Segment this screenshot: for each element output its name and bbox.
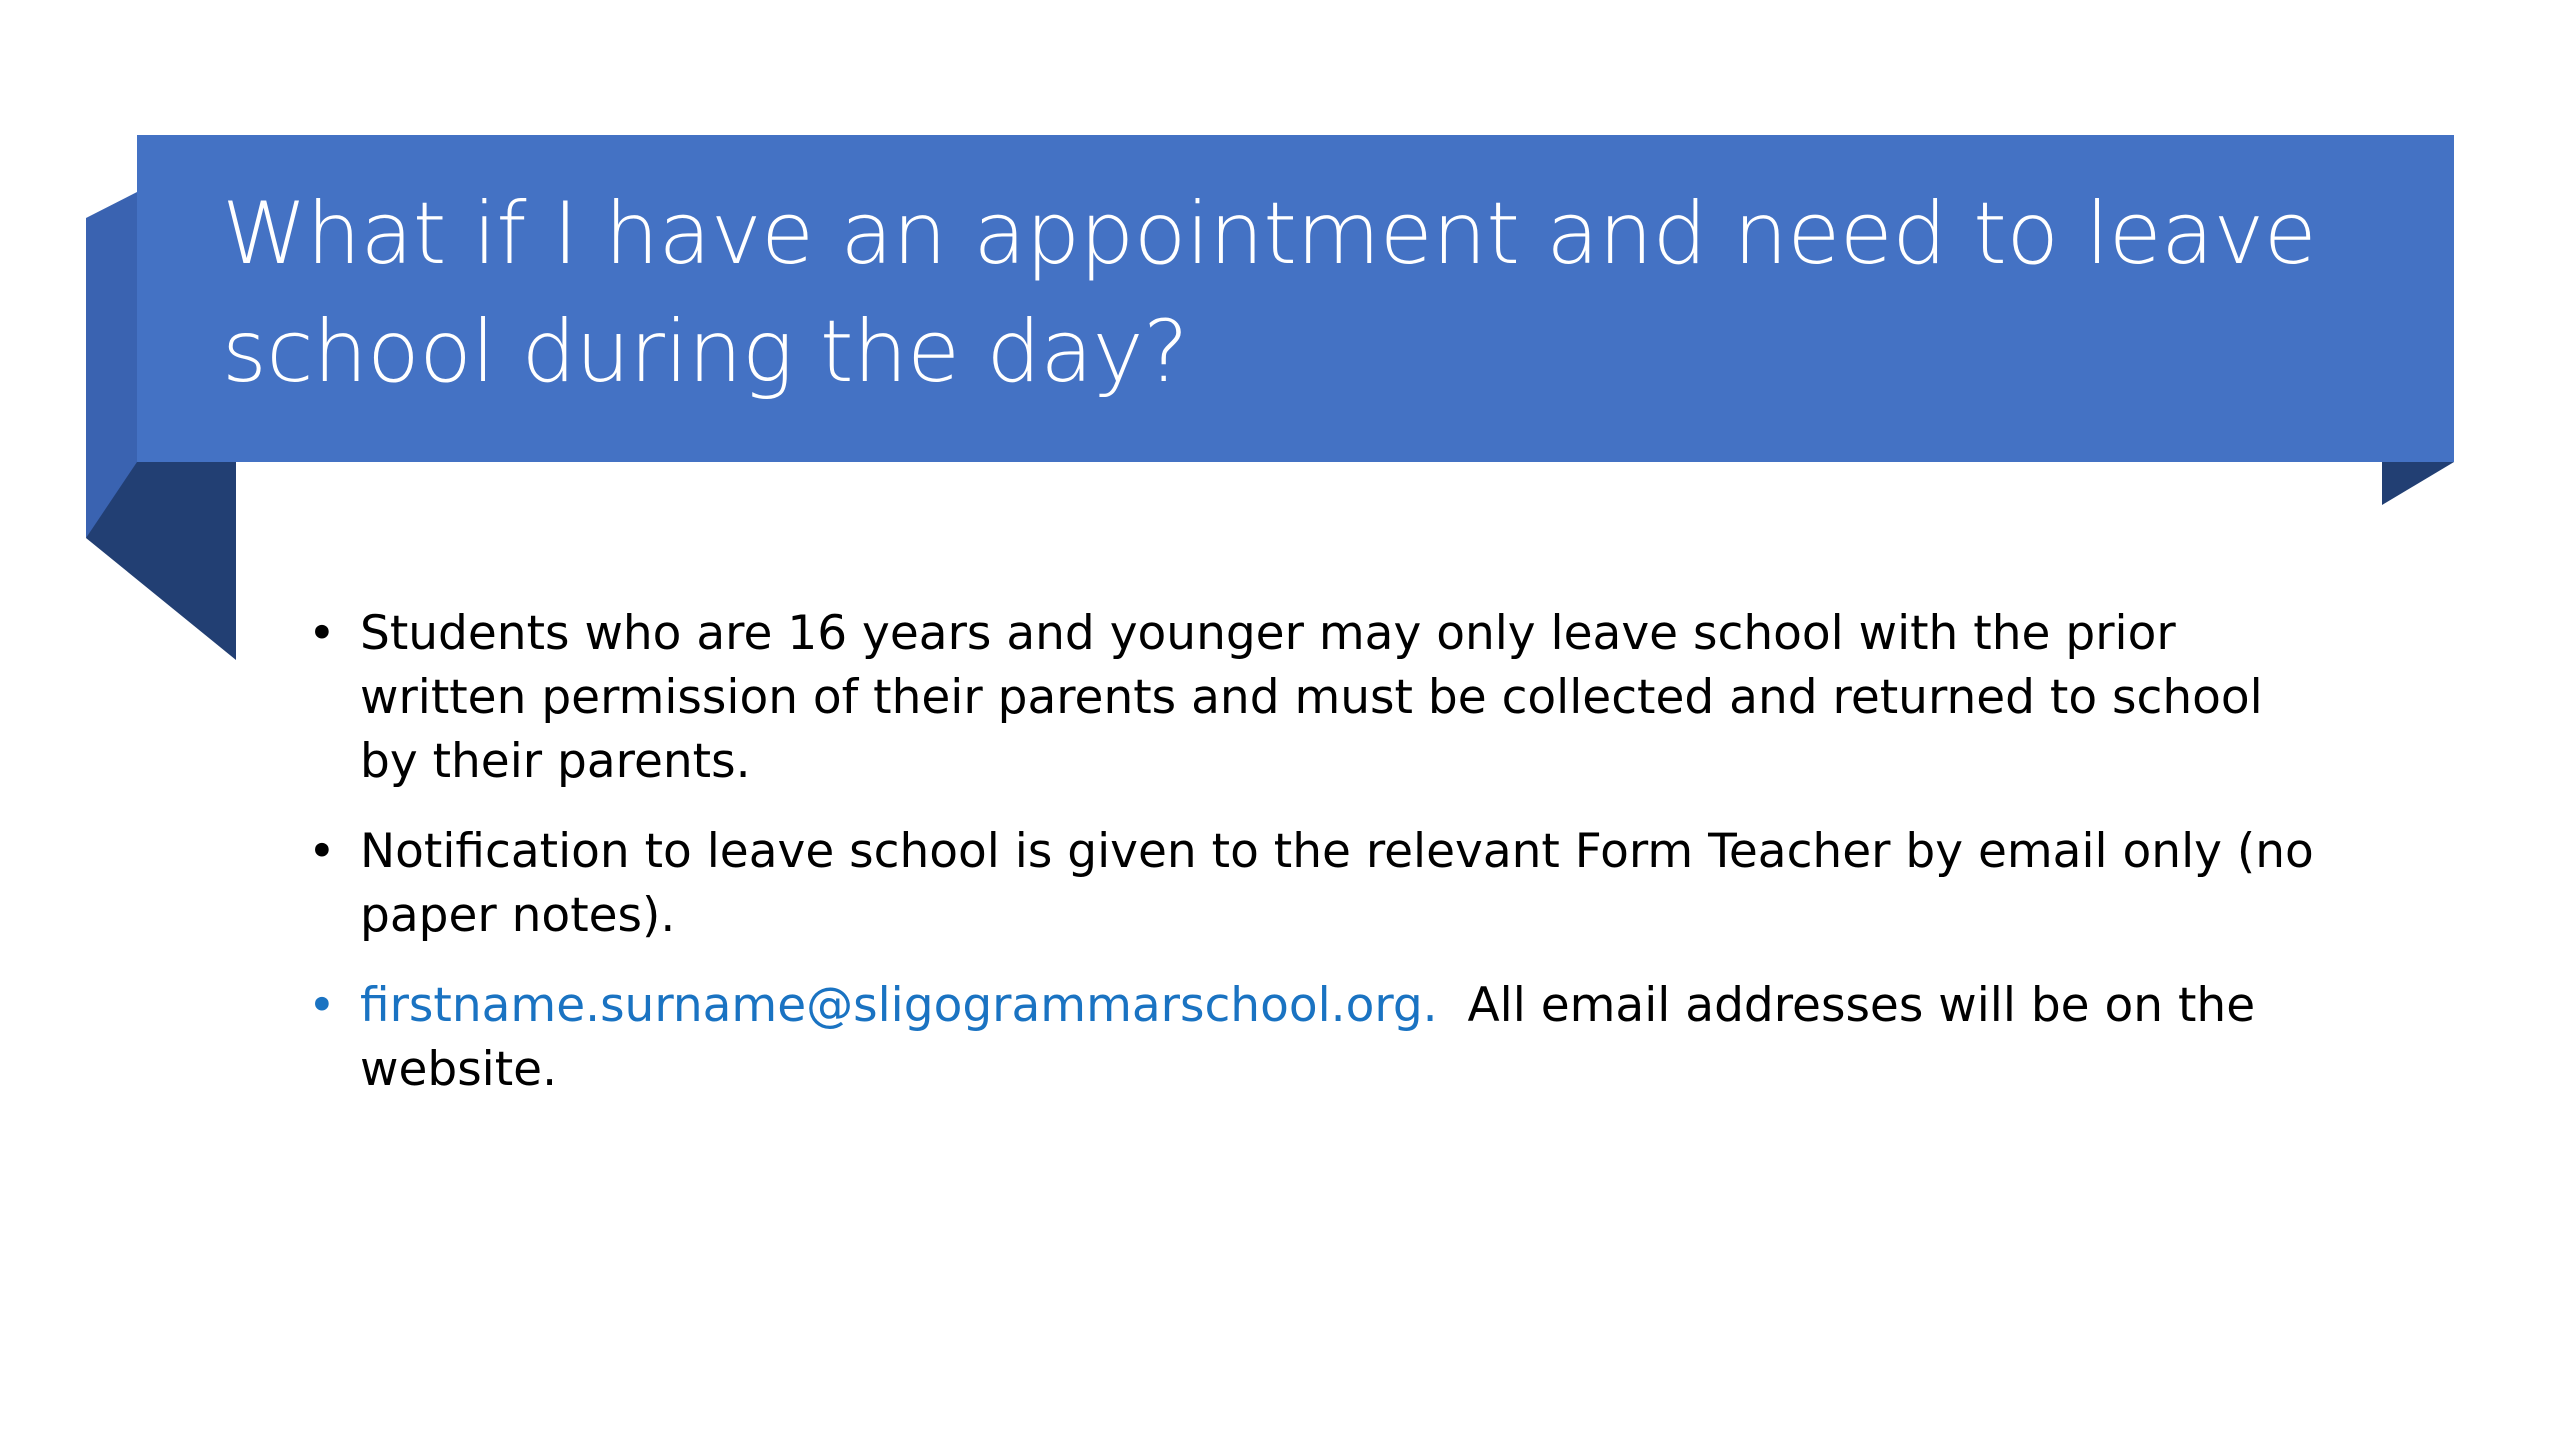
bullet-list <box>300 602 2320 1128</box>
bullet-dot-icon: • <box>308 978 336 1033</box>
bullet-item-email <box>300 974 2320 1102</box>
bullet-text: Students who are 16 years and younger may only leave school with the prior written permission of their parents and must be collected and returned to school by their parents. <box>360 606 2263 789</box>
slide-title: What if I have an appointment and need to leave school during the day? <box>222 184 2317 402</box>
bullet-item-notification <box>300 820 2320 948</box>
bullet-text: All email addresses will be on the website. <box>360 978 2271 1097</box>
bullet-dot-icon: • <box>308 606 336 661</box>
ribbon-fold-right <box>2382 462 2454 505</box>
bullet-text: Notification to leave school is given to the relevant Form Teacher by email only (no paper notes). <box>360 824 2314 943</box>
bullet-dot-icon: • <box>308 824 336 879</box>
bullet-item-age-permission <box>300 602 2320 794</box>
email-link[interactable]: firstname.surname@sligogrammarschool.org. <box>360 978 1438 1033</box>
